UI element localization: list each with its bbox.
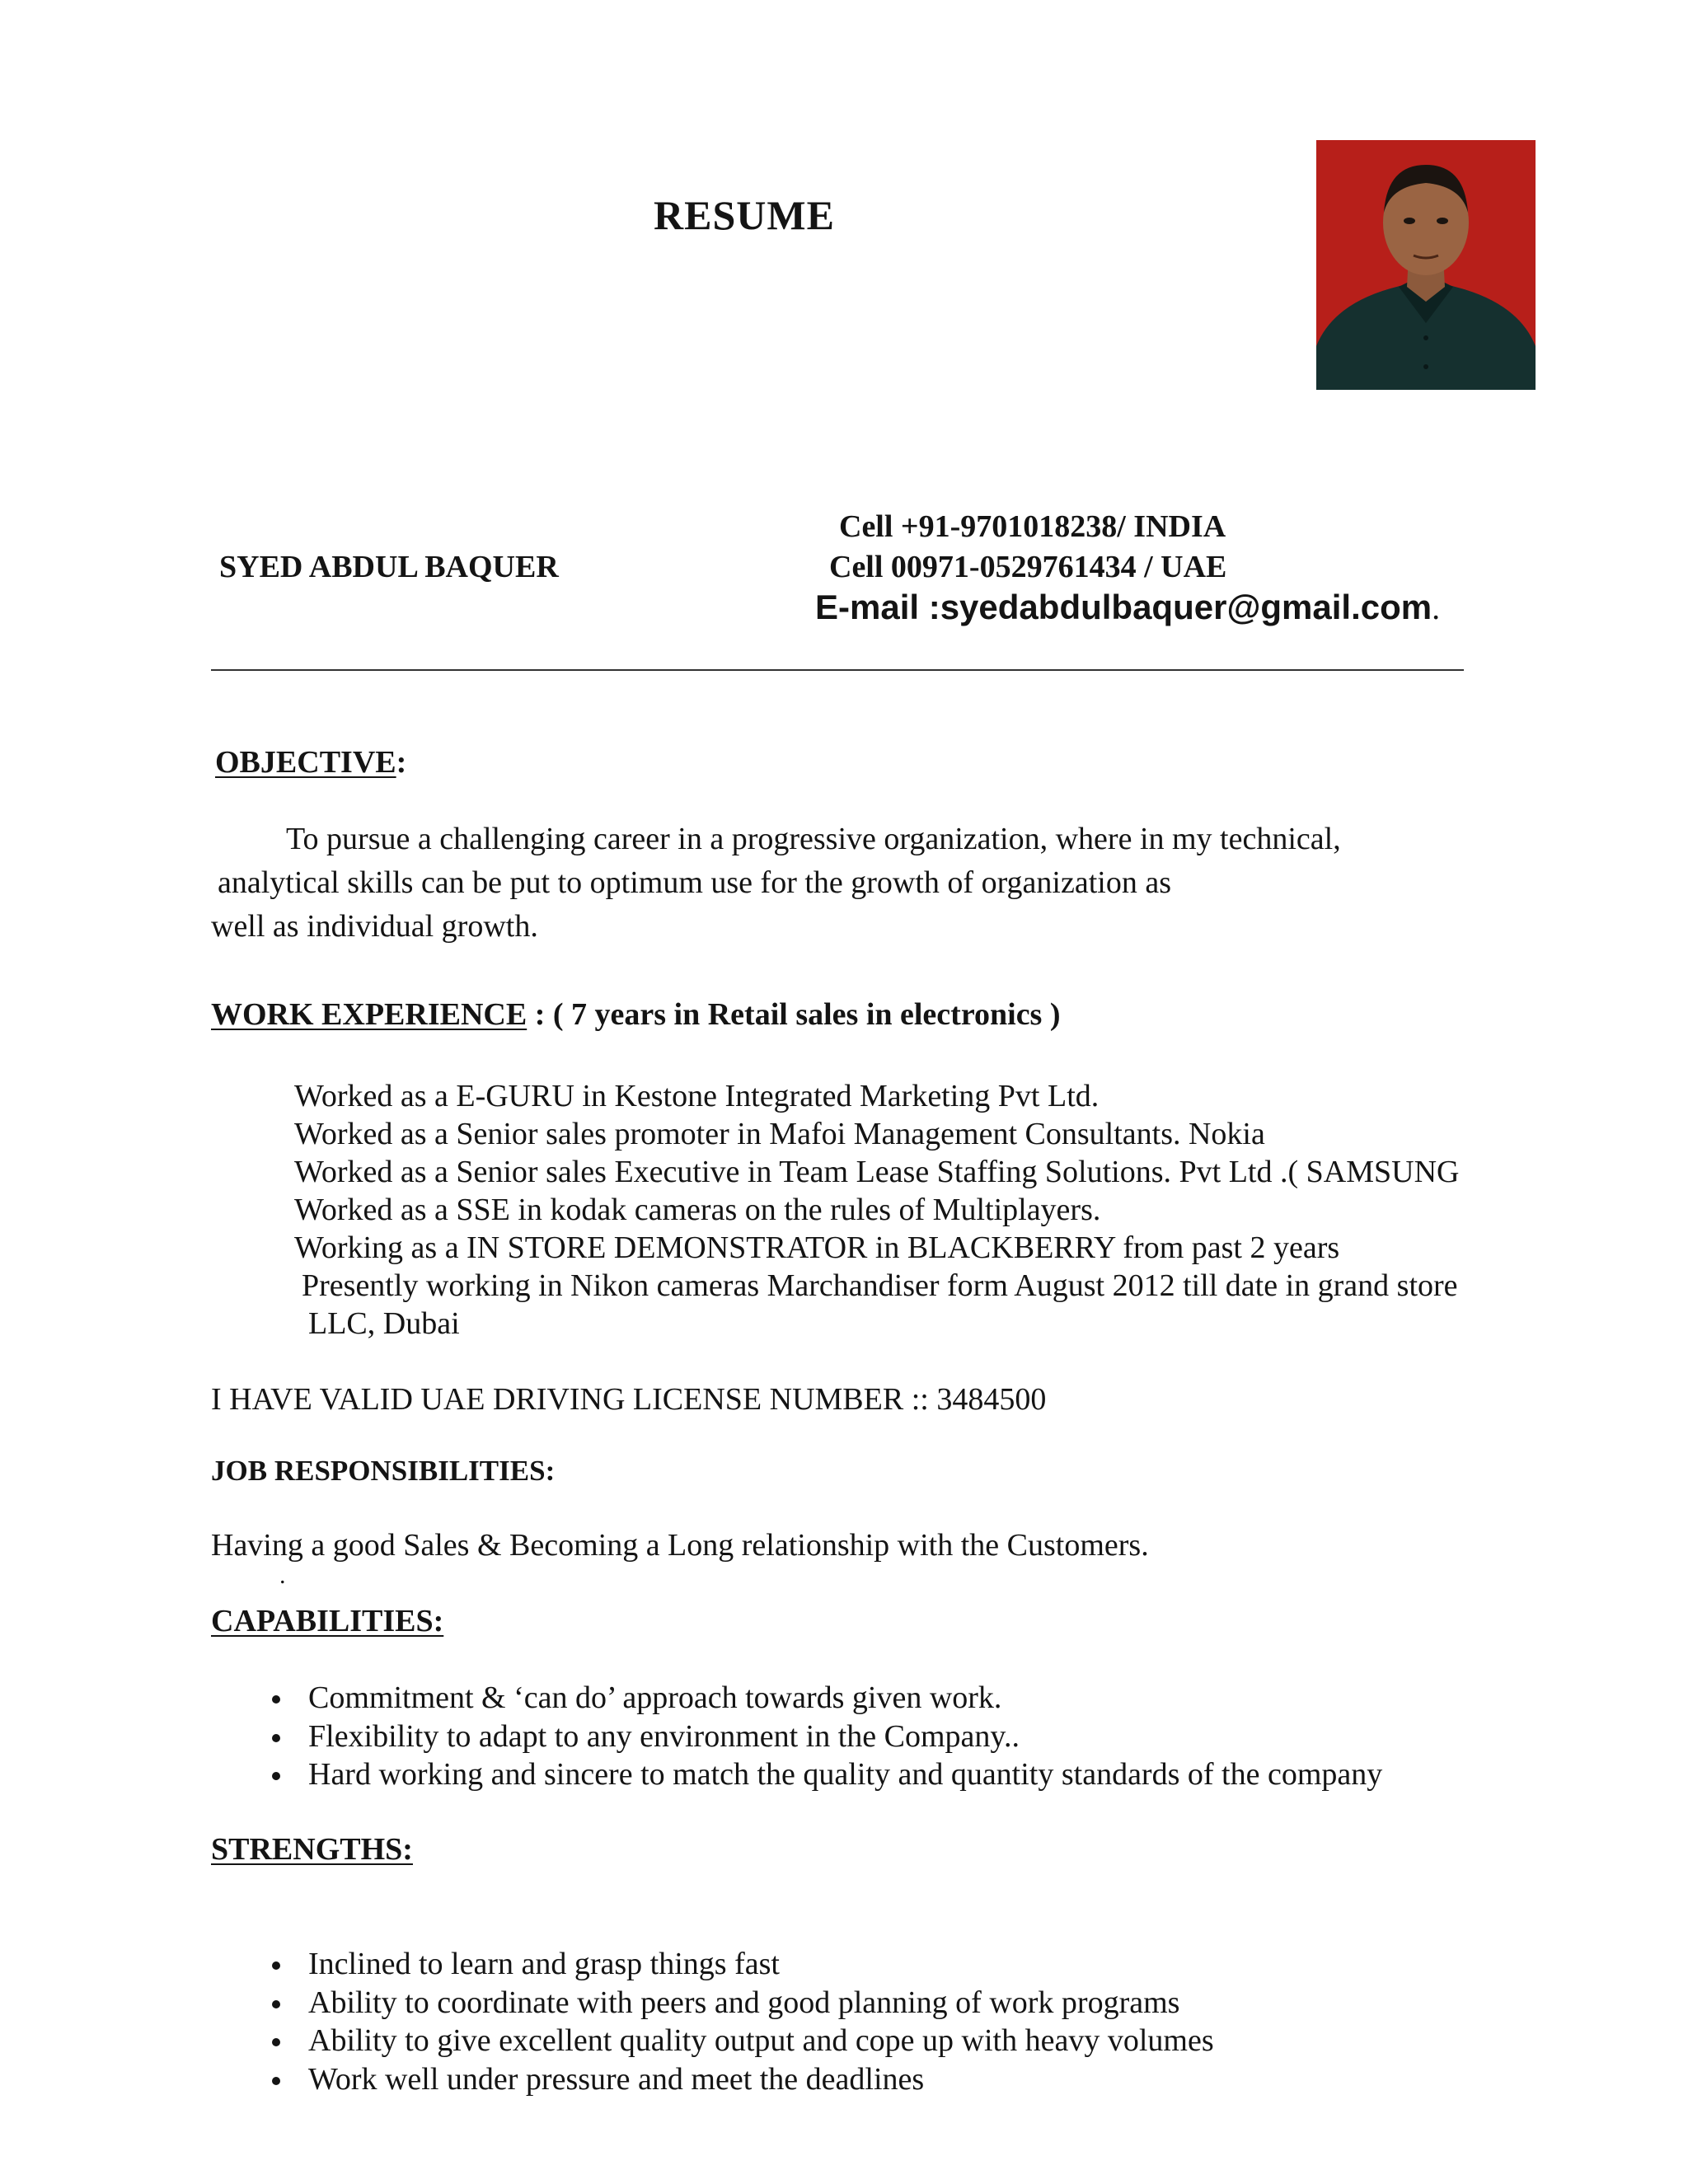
email-address: E-mail :syedabdulbaquer@gmail.com bbox=[815, 588, 1432, 626]
work-experience-line: Presently working in Nikon cameras Marchandiser form August 2012 till date in grand store bbox=[302, 1268, 1458, 1303]
objective-line-3: well as individual growth. bbox=[211, 909, 538, 944]
bullet-icon bbox=[272, 2000, 280, 2008]
list-item bbox=[265, 2060, 1214, 2099]
list-item bbox=[265, 1984, 1214, 2022]
job-responsibilities-text: Having a good Sales & Becoming a Long relationship with the Customers. bbox=[211, 1528, 1149, 1563]
list-item-text: Hard working and sincere to match the quality and quantity standards of the company bbox=[308, 1757, 1383, 1792]
work-experience-line: Worked as a E-GURU in Kestone Integrated Marketing Pvt Ltd. bbox=[294, 1079, 1100, 1113]
work-experience-heading-label: WORK EXPERIENCE bbox=[211, 997, 528, 1032]
work-experience-line: LLC, Dubai bbox=[308, 1306, 460, 1341]
stray-period: . bbox=[279, 1562, 286, 1589]
work-experience-heading bbox=[211, 996, 1061, 1033]
bullet-icon bbox=[272, 2077, 280, 2085]
page-title: RESUME bbox=[654, 192, 835, 238]
bullet-icon bbox=[272, 1772, 280, 1780]
bullet-icon bbox=[272, 1734, 280, 1742]
objective-heading bbox=[215, 744, 406, 780]
work-experience-line: Worked as a SSE in kodak cameras on the rules of Multiplayers. bbox=[294, 1193, 1101, 1227]
work-experience-line: Worked as a Senior sales promoter in Mafoi Management Consultants. Nokia bbox=[294, 1117, 1265, 1151]
work-experience-line: Worked as a Senior sales Executive in Team Lease Staffing Solutions. Pvt Ltd .( SAMSUNG bbox=[294, 1155, 1460, 1189]
list-item bbox=[265, 2022, 1214, 2060]
capabilities-heading: CAPABILITIES: bbox=[211, 1604, 444, 1638]
list-item bbox=[265, 1755, 1382, 1794]
cell-uae: Cell 00971-0529761434 / UAE bbox=[829, 550, 1227, 584]
objective-line-1: To pursue a challenging career in a progressive organization, where in my technical, bbox=[286, 822, 1341, 856]
capabilities-list bbox=[265, 1679, 1382, 1794]
profile-photo bbox=[1316, 140, 1536, 390]
list-item-text: Flexibility to adapt to any environment in the Company.. bbox=[308, 1718, 1020, 1754]
candidate-name: SYED ABDUL BAQUER bbox=[219, 550, 559, 584]
list-item-text: Inclined to learn and grasp things fast bbox=[308, 1947, 780, 1981]
list-item-text: Commitment & ‘can do’ approach towards given work. bbox=[308, 1680, 1002, 1715]
objective-heading-label: OBJECTIVE bbox=[215, 745, 396, 780]
list-item bbox=[265, 1679, 1382, 1718]
email-line bbox=[815, 588, 1440, 627]
strengths-heading: STRENGTHS: bbox=[211, 1832, 413, 1867]
list-item bbox=[265, 1945, 1214, 1984]
header-divider bbox=[211, 669, 1464, 671]
email-period: . bbox=[1432, 589, 1441, 626]
list-item-text: Work well under pressure and meet the deadlines bbox=[308, 2061, 925, 2097]
list-item bbox=[265, 1718, 1382, 1756]
cell-india: Cell +91-9701018238/ INDIA bbox=[839, 509, 1226, 544]
bullet-icon bbox=[272, 2038, 280, 2046]
objective-line-2: analytical skills can be put to optimum use for the growth of organization as bbox=[218, 865, 1171, 900]
bullet-icon bbox=[272, 1695, 280, 1704]
list-item-text: Ability to give excellent quality output and cope up with heavy volumes bbox=[308, 2023, 1214, 2058]
driving-license: I HAVE VALID UAE DRIVING LICENSE NUMBER :: 3484500 bbox=[211, 1382, 1047, 1417]
list-item-text: Ability to coordinate with peers and good planning of work programs bbox=[308, 1985, 1180, 2020]
job-responsibilities-heading: JOB RESPONSIBILITIES: bbox=[211, 1455, 556, 1487]
bullet-icon bbox=[272, 1961, 280, 1970]
strengths-list bbox=[265, 1945, 1214, 2098]
objective-heading-colon: : bbox=[396, 745, 407, 780]
work-experience-heading-suffix: : ( 7 years in Retail sales in electronics ) bbox=[527, 997, 1061, 1032]
work-experience-line: Working as a IN STORE DEMONSTRATOR in BLACKBERRY from past 2 years bbox=[294, 1230, 1340, 1265]
